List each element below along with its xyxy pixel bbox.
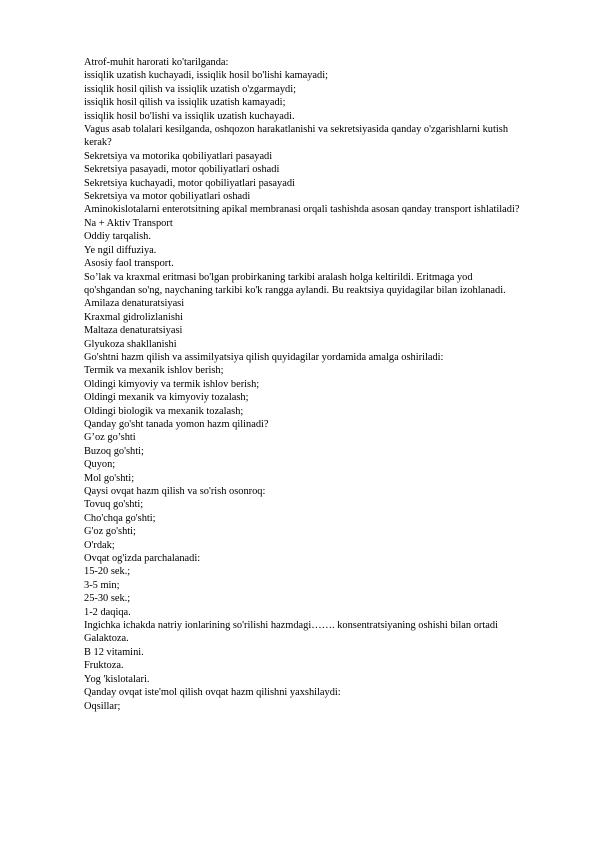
answer-option: B 12 vitamini. (84, 646, 144, 658)
answer-option: issiqlik hosil bo'lishi va issiqlik uzatish kuchayadi. (84, 110, 295, 122)
answer-option: Oldingi mexanik va kimyoviy tozalash; (84, 392, 249, 404)
answer-option: O'rdak; (84, 539, 115, 551)
answer-option: Amilaza denaturatsiyasi (84, 298, 185, 310)
answer-option: Yog 'kislotalari. (84, 673, 150, 685)
answer-option: Oldingi biologik va mexanik tozalash; (84, 405, 244, 417)
answer-option: Asosiy faol transport. (84, 258, 174, 270)
answer-option: issiqlik hosil qilish va issiqlik uzatish kamayadi; (84, 97, 286, 109)
question-text: Go'shtni hazm qilish va assimilyatsiya qilish quyidagilar yordamida amalga oshiriladi: (84, 351, 444, 363)
answer-option: Oldingi kimyoviy va termik ishlov berish; (84, 378, 260, 390)
answer-option: Cho'chqa go'shti; (84, 512, 156, 524)
answer-option: Sekretsiya pasayadi, motor qobiliyatlari oshadi (84, 164, 280, 176)
question-text: Qaysi ovqat hazm qilish va so'rish osonroq: (84, 486, 266, 497)
question-text: Vagus asab tolalari kesilganda, oshqozon harakatlanishi va sekretsiyasida qanday o'zgarishlarni kutish kerak? (84, 124, 509, 149)
answer-option: Mol go'shti; (84, 472, 135, 484)
answer-option: Kraxmal gidrolizlanishi (84, 311, 183, 323)
answer-option: Buzoq go'shti; (84, 445, 144, 457)
answer-option: issiqlik uzatish kuchayadi, issiqlik hosil bo'lishi kamayadi; (84, 70, 329, 82)
answer-option: 15-20 sek.; (84, 566, 131, 578)
question-text: Ingichka ichakda natriy ionlarining so'rilishi hazmdagi……. konsentratsiyaning oshishi bilan ortadi (84, 620, 498, 632)
answer-option: Sekretsiya kuchayadi, motor qobiliyatlari pasayadi (84, 177, 295, 189)
answer-option: 3-5 min; (84, 579, 120, 591)
answer-option: Oqsillar; (84, 700, 121, 712)
answer-option: 1-2 daqiqa. (84, 606, 131, 618)
answer-option: Maltaza denaturatsiyasi (84, 325, 183, 337)
answer-option: Ye ngil diffuziya. (84, 244, 157, 256)
question-text: So’lak va kraxmal eritmasi bo'lgan probirkaning tarkibi aralash holga keltirildi. Eritmaga yod qo'shgandan so'ng, naychaning tarkibi ko'k rangga aylandi. Bu reaktsiya quyidagilar bilan izohlanadi. (84, 271, 506, 296)
question-text: Qanday go'sht tanada yomon hazm qilinadi? (84, 418, 269, 430)
document-page (84, 56, 524, 713)
answer-option: Termik va mexanik ishlov berish; (84, 365, 224, 377)
answer-option: G’oz go’shti (84, 432, 136, 444)
question-text: Atrof-muhit harorati ko'tarilganda: (84, 57, 229, 68)
answer-option: Glyukoza shakllanishi (84, 338, 177, 350)
answer-option: Sekretsiya va motorika qobiliyatlari pasayadi (84, 150, 273, 162)
answer-option: issiqlik hosil qilish va issiqlik uzatish o'zgarmaydi; (84, 83, 296, 95)
answer-option: Tovuq go'shti; (84, 499, 144, 511)
question-text: Qanday ovqat iste'mol qilish ovqat hazm qilishni yaxshilaydi: (84, 687, 341, 699)
answer-option: G'oz go'shti; (84, 526, 136, 538)
question-text: Aminokislotalarni enterotsitning apikal membranasi orqali tashishda asosan qanday transport ishlatiladi? (84, 204, 520, 216)
answer-option: Na + Aktiv Transport (84, 217, 173, 229)
answer-option: Fruktoza. (84, 660, 124, 672)
answer-option: Quyon; (84, 459, 116, 471)
answer-option: Sekretsiya va motor qobiliyatlari oshadi (84, 191, 251, 203)
answer-option: 25-30 sek.; (84, 593, 131, 605)
answer-option: Galaktoza. (84, 633, 129, 645)
question-text: Ovqat og'izda parchalanadi: (84, 553, 201, 565)
answer-option: Oddiy tarqalish. (84, 231, 151, 243)
